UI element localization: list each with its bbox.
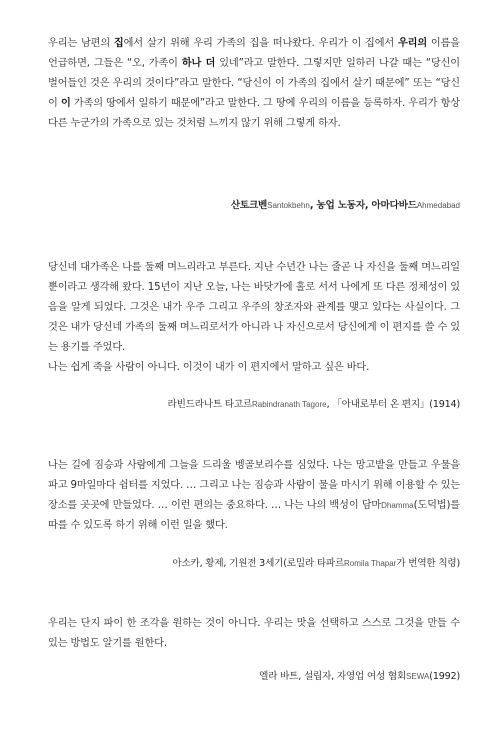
quote-attribution xyxy=(231,197,460,211)
text-run: 엘라 바트, 설립자, 자영업 여성 협회 xyxy=(259,671,407,682)
quote-ashoka xyxy=(48,456,460,536)
text-run: (도덕법)를 따를 수 있도록 하기 위해 이런 일을 했다. xyxy=(48,500,460,531)
quote-text xyxy=(48,34,460,134)
text-run: 있네”라고 말한다. 그렇지만 일하러 나갈 때는 “당신이 벌어들인 것은 우리의 것이다”라고 말한다. “당신이 이 가족의 집에서 살기 때문에” 또는 “당신이 xyxy=(48,58,460,109)
quote-text xyxy=(48,258,460,358)
text-run: 가족의 땅에서 일하기 때문에”라고 말한다. 그 땅에 우리의 이름을 등록하자. 우리가 항상 다른 누군가의 가족으로 있는 것처럼 느끼지 않기 위해 그렇게 하자. xyxy=(48,98,460,129)
romanized-name: Rabindranath Tagore xyxy=(251,400,327,409)
text-run: , 「아내로부터 온 편지」(1914) xyxy=(326,399,460,410)
emphasis-text: 집 xyxy=(113,38,124,49)
text-run: 에서 살기 위해 우리 가족의 집을 떠나왔다. 우리가 이 집에서 xyxy=(123,38,398,49)
emphasis-text: 산토크벤 xyxy=(230,200,268,211)
text-run: (1992) xyxy=(429,671,460,682)
text-run: 라빈드라나트 타고르 xyxy=(167,399,252,410)
quote-text xyxy=(48,614,460,654)
text-run: 우리는 단지 파이 한 조각을 원하는 것이 아니다. 우리는 맛을 선택하고 스스로 그것을 만들 수 있는 방법도 알기를 원한다. xyxy=(48,618,460,649)
romanized-name: SEWA xyxy=(406,672,430,681)
text-run: 이름을 언급하면, 그들은 “오, 가족이 xyxy=(48,38,460,69)
romanized-name: Ahmedabad xyxy=(416,201,460,210)
quote-text xyxy=(48,456,460,536)
quote-attribution xyxy=(172,555,460,569)
text-run: 나는 길에 짐승과 사람에게 그늘을 드리울 벵골보리수를 심었다. 나는 망고밭을 만들고 우물을 파고 9마일마다 쉼터를 지었다. … 그리고 나는 짐승과 사람이 물을 마시기 위해 이용할 수 있는 장소를 곳곳에 만들었다. … 이런 편의는 중요하다. … 나는 나의 백성이 담마 xyxy=(48,460,460,511)
quote-attribution xyxy=(259,668,460,682)
romanized-name: Dhamma xyxy=(381,501,414,510)
quote-santokbehn xyxy=(48,34,460,134)
text-run: 아소카, 황제, 기원전 3세기(로밀라 타파르 xyxy=(172,558,345,569)
romanized-name: Romila Thapar xyxy=(344,559,397,568)
text-run: 가 번역한 칙령) xyxy=(396,558,460,569)
emphasis-text: 하나 더 xyxy=(181,58,216,69)
emphasis-text: 우리의 xyxy=(397,38,428,49)
quote-text-closing: 나는 쉽게 죽을 사람이 아니다. 이것이 내가 이 편지에서 말하고 싶은 바다. xyxy=(48,362,370,373)
emphasis-text: , 농업 노동자, 아마다바드 xyxy=(309,200,417,211)
quote-attribution xyxy=(168,396,460,410)
text-run: 우리는 남편의 xyxy=(48,38,114,49)
quote-ela-bhatt xyxy=(48,614,460,654)
quote-tagore xyxy=(48,258,460,378)
text-run: 당신네 대가족은 나를 둘째 며느리라고 부른다. 지난 수년간 나는 줄곧 나 자신을 둘째 며느리일 뿐이라고 생각해 왔다. 15년이 지난 오늘, 나는 바닷가에 홀로 서서 나에게 또 다른 정체성이 있음을 알게 되었다. 그것은 내가 우주 그리고 우주의 창조자와 관계를 맺고 있다는 사실이다. 그것은 내가 당신네 가족의 둘째 며느리로서가 아니라 나 자신으로서 당신에게 이 편지를 쓸 수 있는 용기를 주었다. xyxy=(48,262,460,353)
romanized-name: Santokbehn xyxy=(267,201,310,210)
emphasis-text: 이 xyxy=(60,98,71,109)
